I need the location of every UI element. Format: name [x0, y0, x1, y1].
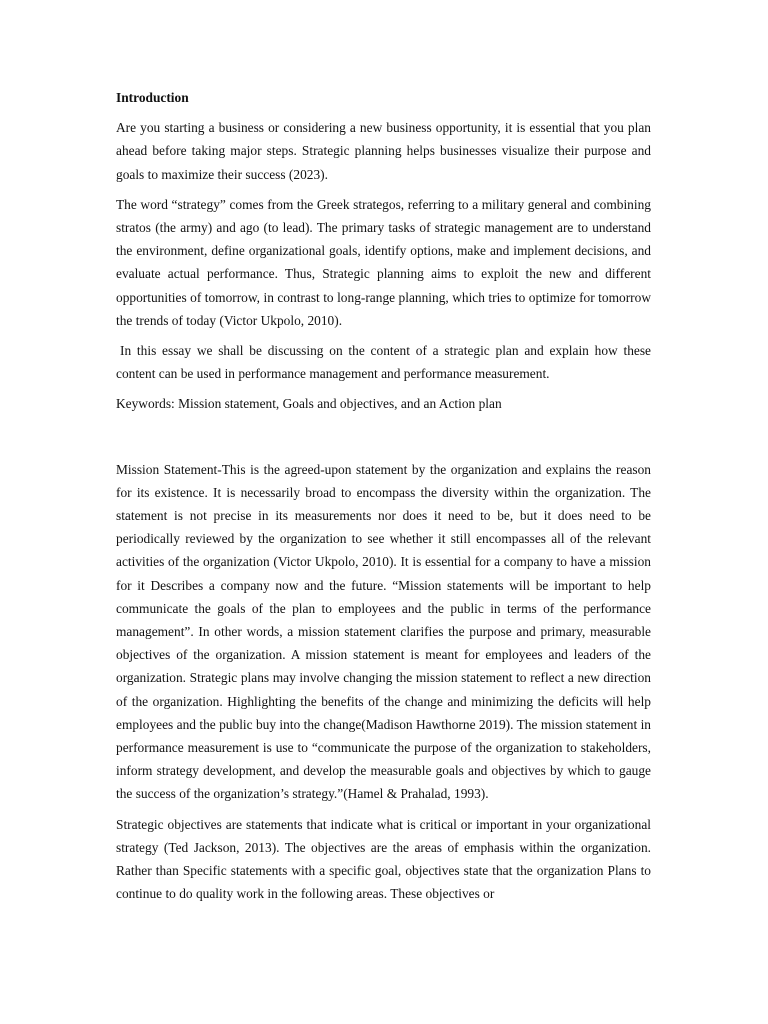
paragraph-mission-statement: Mission Statement-This is the agreed-upon statement by the organization and explains the reason for its existence. It is necessarily broad to encompass the diversity within the organization. The statement is not precise in its measurements nor does it need to be, but it does need to be periodically reviewed by the organization to see whether it still encompasses all of the relevant activities of the organization (Victor Ukpolo, 2010). It is essential for a company to have a mission for it Describes a company now and the future. “Mission statements will be important to help communicate the goals of the plan to employees and the public in terms of the performance management”. In other words, a mission statement clarifies the purpose and primary, measurable objectives of the organization. A mission statement is meant for employees and leaders of the organization. Strategic plans may involve changing the mission statement to reflect a new direction of the organization. Highlighting the benefits of the change and minimizing the deficits will help employees and the public buy into the change(Madison Hawthorne 2019). The mission statement in performance measurement is use to “communicate the purpose of the organization to stakeholders, inform strategy development, and develop the measurable goals and objectives by which to gauge the success of the organization’s strategy.”(Hamel & Prahalad, 1993). — [116, 461, 651, 802]
paragraph-strategic-objectives: Strategic objectives are statements that indicate what is critical or important in your organizational strategy (Ted Jackson, 2013). The objectives are the areas of emphasis within the organization. Rather than Specific statements with a specific goal, objectives state that the organization Plans to continue to do quality work in the following areas. These objectives or — [116, 816, 651, 902]
section-heading: Introduction — [116, 90, 189, 105]
document-body — [116, 86, 651, 913]
paragraph-intro: Are you starting a business or considering a new business opportunity, it is essential that you plan ahead before taking major steps. Strategic planning helps businesses visualize their purpose and goals to maximize their success (2023). — [116, 120, 651, 182]
paragraph-essay-scope: In this essay we shall be discussing on the content of a strategic plan and explain how these content can be used in performance management and performance measurement. — [116, 343, 651, 382]
paragraph-strategy-origin: The word “strategy” comes from the Greek strategos, referring to a military general and combining stratos (the army) and ago (to lead). The primary tasks of strategic management are to understand the environment, define organizational goals, identify options, make and implement decisions, and evaluate actual performance. Thus, Strategic planning aims to exploit the new and different opportunities of tomorrow, in contrast to long-range planning, which tries to optimize for tomorrow the trends of today (Victor Ukpolo, 2010). — [116, 196, 651, 328]
paragraph-keywords: Keywords: Mission statement, Goals and objectives, and an Action plan — [116, 396, 502, 412]
